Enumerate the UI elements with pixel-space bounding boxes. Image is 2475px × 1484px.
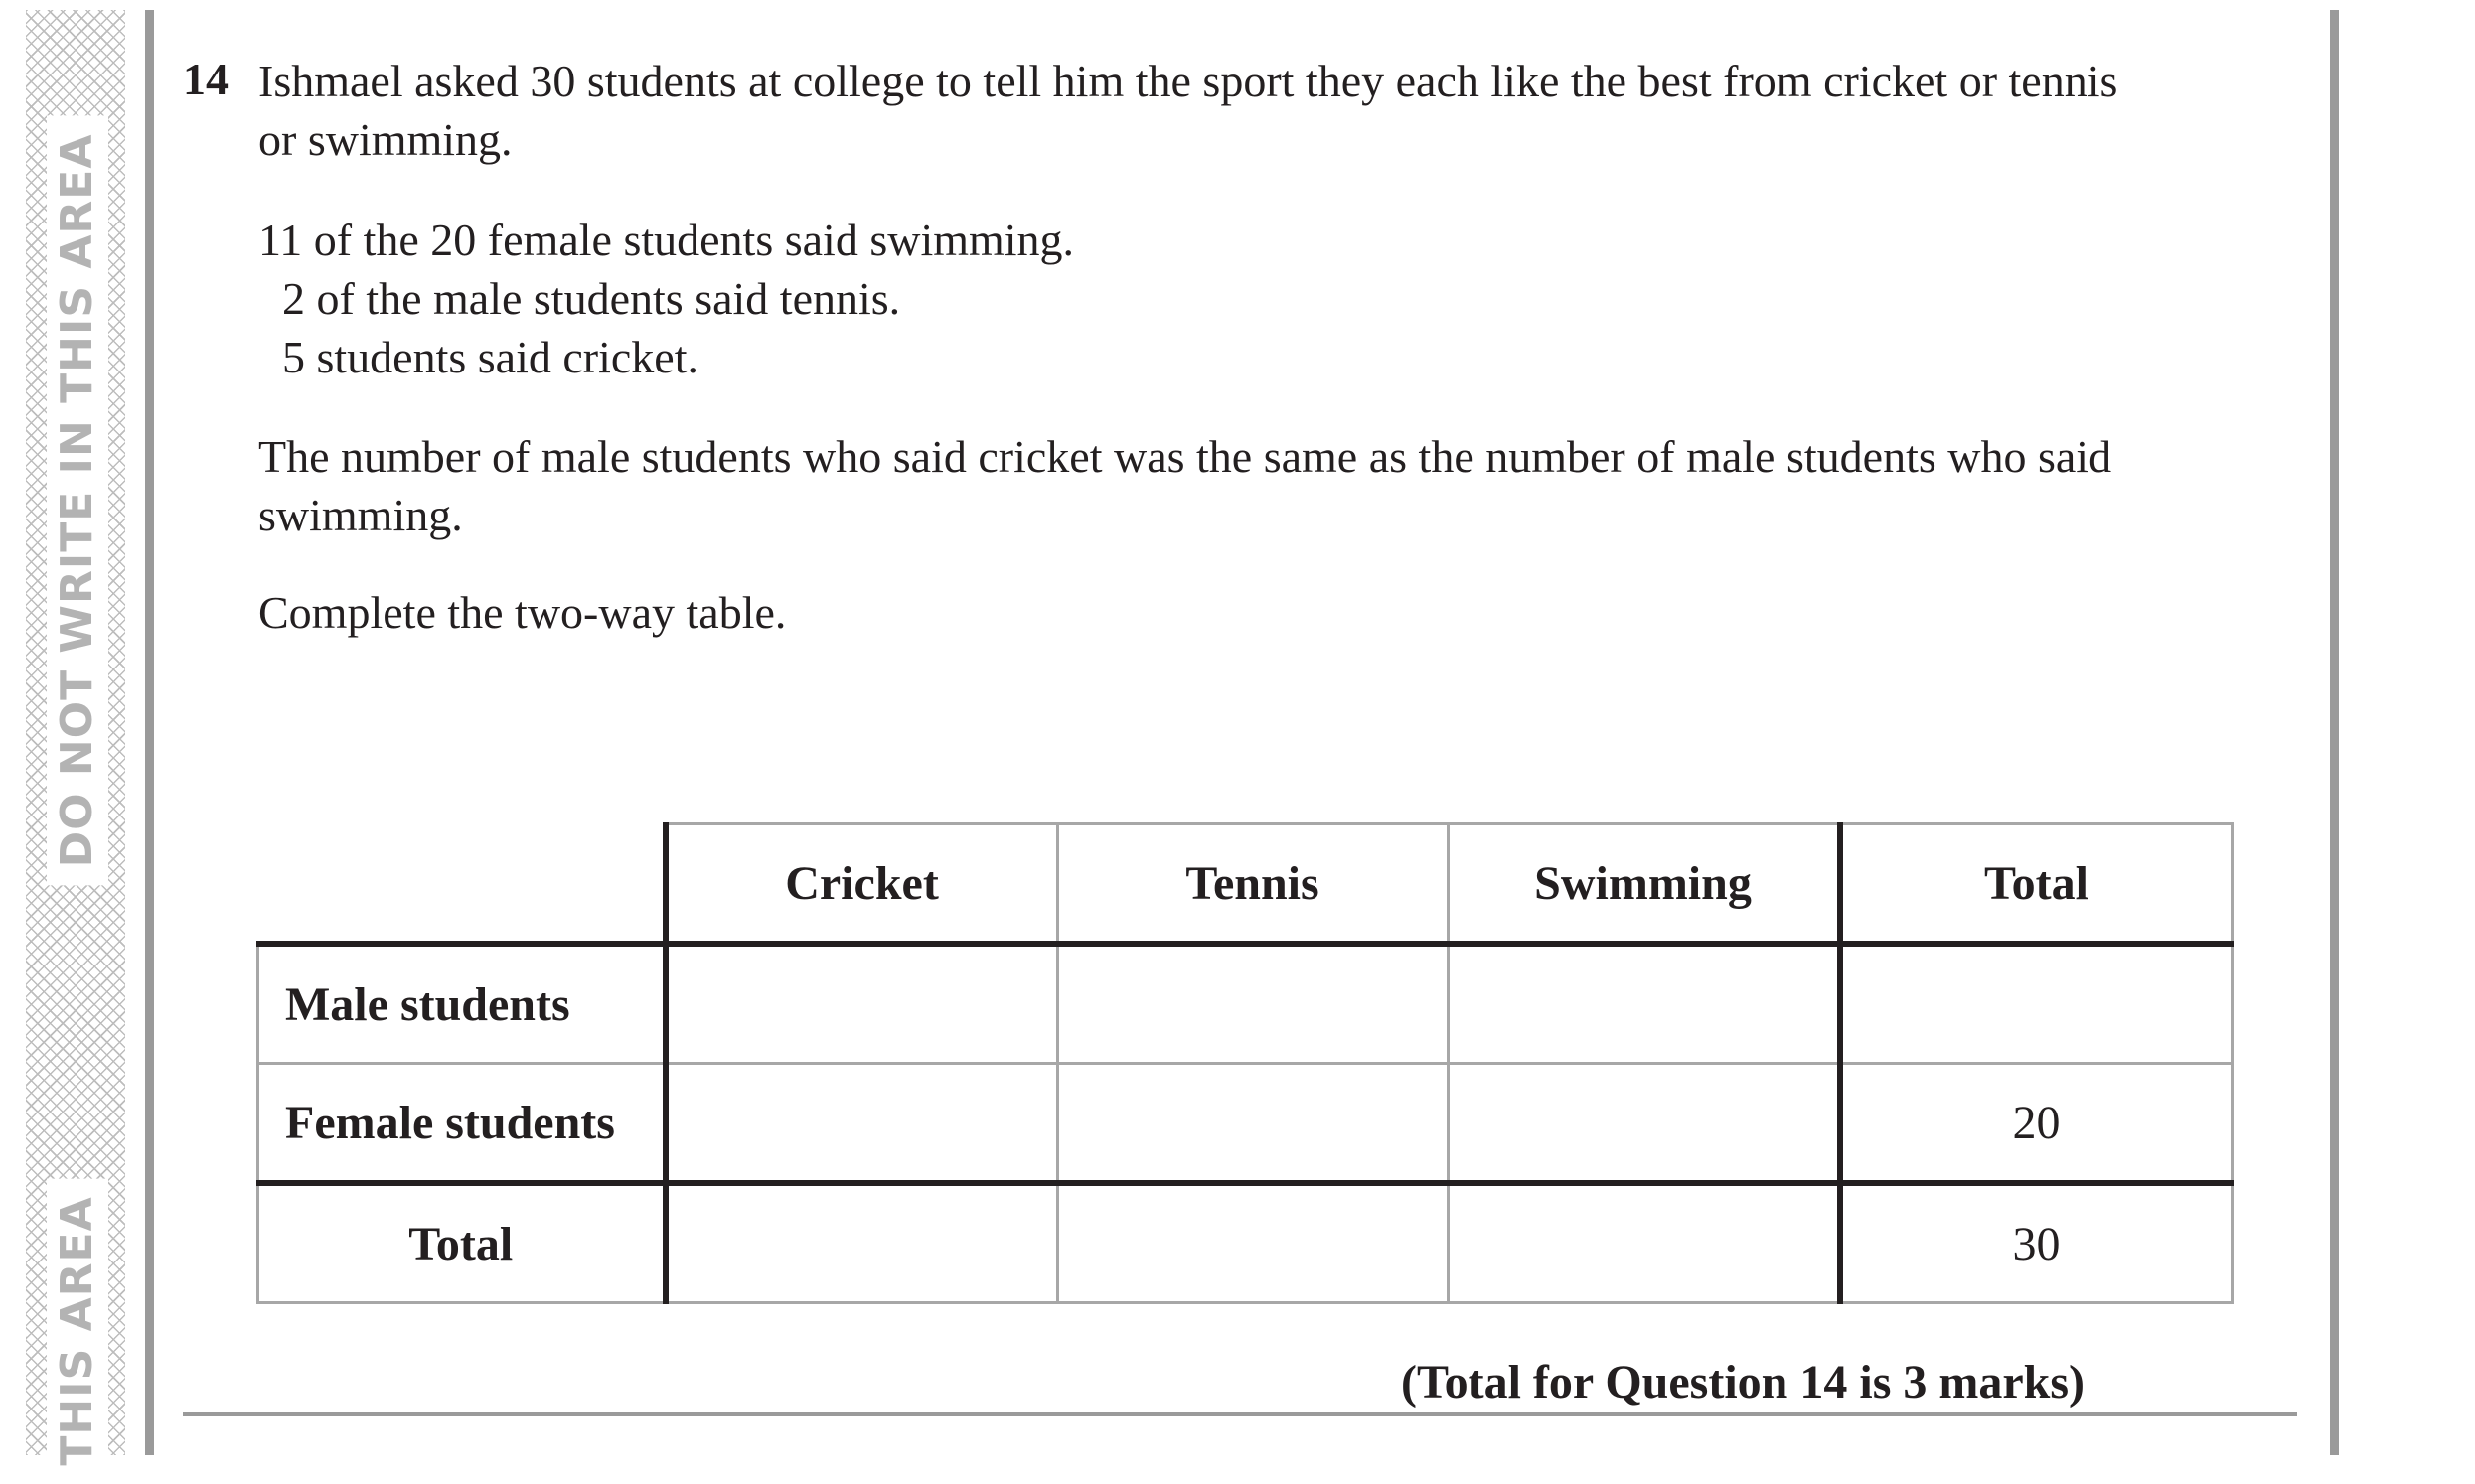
table-row-female: [258, 1064, 2233, 1184]
question-number: 14: [183, 54, 229, 104]
row-label-female: Female students: [258, 1064, 666, 1184]
cell-male-cricket[interactable]: [666, 944, 1058, 1064]
cell-grand-total: 30: [1840, 1183, 2233, 1303]
cell-female-total: 20: [1840, 1064, 2233, 1184]
fact-female-swimming: 11 of the 20 female students said swimming.: [258, 215, 1075, 265]
cell-male-tennis[interactable]: [1057, 944, 1448, 1064]
question-condition: The number of male students who said cricket was the same as the number of male students who said swimming.: [258, 431, 2112, 540]
header-swimming: Swimming: [1448, 824, 1840, 945]
row-label-male: Male students: [258, 944, 666, 1064]
bottom-rule: [183, 1412, 2297, 1416]
header-tennis: Tennis: [1057, 824, 1448, 945]
cell-male-swimming[interactable]: [1448, 944, 1840, 1064]
fact-male-tennis: 2 of the male students said tennis.: [282, 273, 901, 324]
cell-female-swimming[interactable]: [1448, 1064, 1840, 1184]
header-total: Total: [1840, 824, 2233, 945]
cell-total-cricket[interactable]: [666, 1183, 1058, 1303]
table-row-total: [258, 1183, 2233, 1303]
cell-total-tennis[interactable]: [1057, 1183, 1448, 1303]
total-marks: (Total for Question 14 is 3 marks): [1401, 1356, 2086, 1409]
cell-total-swimming[interactable]: [1448, 1183, 1840, 1303]
margin-warning-label: DO NOT WRITE IN THIS AREA: [47, 116, 108, 886]
cell-female-tennis[interactable]: [1057, 1064, 1448, 1184]
fact-cricket: 5 students said cricket.: [282, 332, 699, 382]
question-facts: [258, 211, 2146, 386]
cell-male-total[interactable]: [1840, 944, 2233, 1064]
table-corner-cell: [258, 824, 666, 945]
left-margin-rule: [145, 10, 154, 1455]
margin-warning-label-continued: THIS AREA: [47, 1178, 108, 1483]
two-way-table: [256, 822, 2234, 1304]
row-label-total: Total: [258, 1183, 666, 1303]
question-instruction: Complete the two-way table.: [258, 587, 787, 638]
header-cricket: Cricket: [666, 824, 1058, 945]
table-row-male: [258, 944, 2233, 1064]
right-margin-rule: [2330, 10, 2339, 1455]
cell-female-cricket[interactable]: [666, 1064, 1058, 1184]
question-intro: Ishmael asked 30 students at college to tell him the sport they each like the best from cricket or tennis or swimming.: [258, 56, 2118, 165]
table-header-row: [258, 824, 2233, 945]
